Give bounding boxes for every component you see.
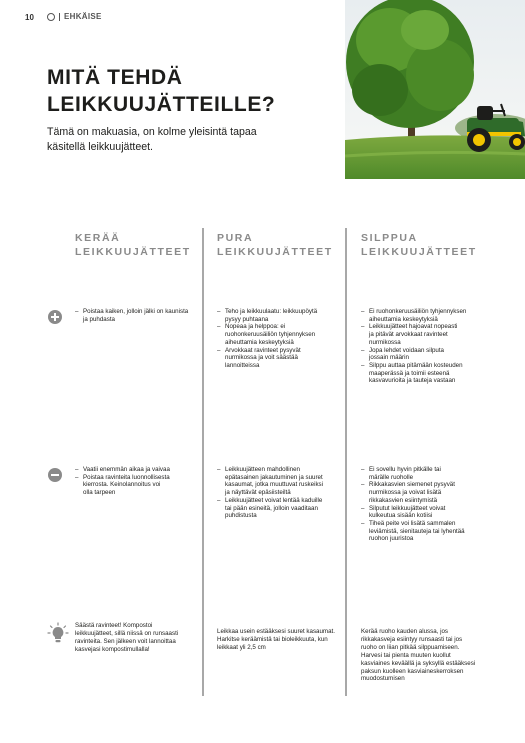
list-item: – Teho ja leikkuulaatu: leikkuupöytä pysyy puhtaana	[217, 308, 341, 323]
page-title-line-2: LEIKKUUJÄTTEILLE?	[47, 93, 276, 116]
column-heading-collect	[75, 231, 191, 259]
list-item: – Ei sovellu hyvin pitkälle tai märälle ruoholle	[361, 466, 491, 481]
column-heading-spread	[217, 231, 333, 259]
heading-line: KERÄÄ	[75, 232, 121, 244]
lightbulb-icon	[47, 622, 69, 644]
minus-icon	[48, 468, 62, 482]
tip-line: paksun kuolleen kasviaineskerroksen	[361, 667, 464, 675]
list-item: – Poistaa ravinteita luonnollisesta kierrosta. Keinolannoitus voi olla tarpeen	[75, 474, 197, 497]
tip-line: Harkitse keräämistä tai bioleikkuuta, kun	[217, 635, 328, 643]
tip-line: rikkakasveja esiintyy runsaasti tai jos	[361, 635, 463, 643]
heading-line: PURA	[217, 232, 254, 244]
tip-line: kasvejasi kompostimullalla!	[75, 645, 150, 653]
tip-line: Säästä ravinteet! Kompostoi	[75, 622, 153, 629]
tip-line: ravinteita. Sen jälkeen voit lannoittaa	[75, 637, 176, 645]
list-item: – Poistaa kaiken, jolloin jälki on kaunista ja puhdasta	[75, 308, 197, 323]
list-item: – Nopeaa ja helppoa: ei ruohonkeruusäiliön tyhjennyksen aiheuttamia keskeytyksiä	[217, 323, 341, 346]
intro-text	[47, 125, 307, 155]
list-item: – Silppu auttaa pitämään kosteuden maaperässä ja toimii esteenä kasvavurioita ja tauteja vastaan	[361, 362, 491, 385]
section-label: EHKÄISE	[64, 12, 102, 21]
heading-line: LEIKKUUJÄTTEET	[361, 246, 477, 258]
tip-line: leikkaat yli 2,5 cm	[217, 643, 266, 651]
spread-tip	[217, 628, 342, 652]
list-item: – Tiheä peite voi lisätä sammalen leviämistä, sienitauteja tai lyhentää ruohon juuristoa	[361, 520, 491, 543]
tip-line: Harvesi tai pienta muuten kuollut	[361, 651, 451, 659]
heading-line: SILPPUA	[361, 232, 418, 244]
list-item: – Leikkuujätteet hajoavat nopeasti ja pitävät arvokkaat ravinteet nurmikossa	[361, 323, 491, 346]
intro-line-1: Tämä on makuasia, on kolme yleisintä tapaa	[47, 126, 257, 138]
plus-icon	[48, 310, 62, 324]
list-item: – Leikkuujätteet voivat lentää kaduille tai pään esineitä, jolloin vaaditaan puhdistusta	[217, 497, 341, 520]
list-item: – Leikkuujätteen mahdollinen epätasainen jakautuminen ja suuret kasaumat, jotka muuttuvat ruskeiksi ja näyttävät epäsiisteiltä	[217, 466, 341, 497]
tip-line: Kerää ruoho kauden alussa, jos	[361, 628, 449, 635]
list-item: – Rikkakasvien siemenet pysyvät nurmikossa ja voivat lisätä rikkakasvien esiintymistä	[361, 481, 491, 504]
mulch-pros-list	[361, 308, 491, 385]
collect-cons-list	[75, 466, 197, 497]
spread-pros-list	[217, 308, 341, 370]
page-title	[47, 64, 337, 118]
tip-line: leikkuujätteet, sillä niissä on runsaasti	[75, 629, 179, 637]
list-item: – Silputut leikkuujätteet voivat kulkeutua sisään kotiisi	[361, 505, 491, 520]
column-divider	[202, 228, 204, 696]
list-item: – Vaatii enemmän aikaa ja vaivaa	[75, 466, 197, 474]
section-circle-icon	[47, 13, 55, 21]
collect-pros-list	[75, 308, 197, 323]
heading-line: LEIKKUUJÄTTEET	[75, 246, 191, 258]
column-divider	[345, 228, 347, 696]
list-item: – Arvokkaat ravinteet pysyvät nurmikossa ja voit säästää lannoitteissa	[217, 347, 341, 370]
lawn-tractor-photo	[345, 0, 525, 179]
tip-line: muodostumisen	[361, 675, 405, 683]
tip-line: Leikkaa usein estääksesi suuret kasaumat.	[217, 628, 335, 635]
tip-line: ruoho on liian pitkää silppuamiseen.	[361, 643, 460, 651]
page-number: 10	[25, 13, 34, 22]
mulch-tip	[361, 628, 496, 683]
page-title-line-1: MITÄ TEHDÄ	[47, 66, 183, 89]
intro-line-2: käsitellä leikkuujätteet.	[47, 141, 153, 153]
heading-line: LEIKKUUJÄTTEET	[217, 246, 333, 258]
spread-cons-list	[217, 466, 341, 520]
list-item: – Jopa lehdet voidaan silputa jossain määrin	[361, 347, 491, 362]
collect-tip	[75, 622, 199, 654]
header-divider	[59, 13, 60, 21]
list-item: – Ei ruohonkeruusäiliön tyhjennyksen aiheuttamia keskeytyksiä	[361, 308, 491, 323]
mulch-cons-list	[361, 466, 491, 543]
tip-line: kasviaines keväällä ja syksyllä estääksesi	[361, 659, 476, 667]
column-heading-mulch	[361, 231, 477, 259]
